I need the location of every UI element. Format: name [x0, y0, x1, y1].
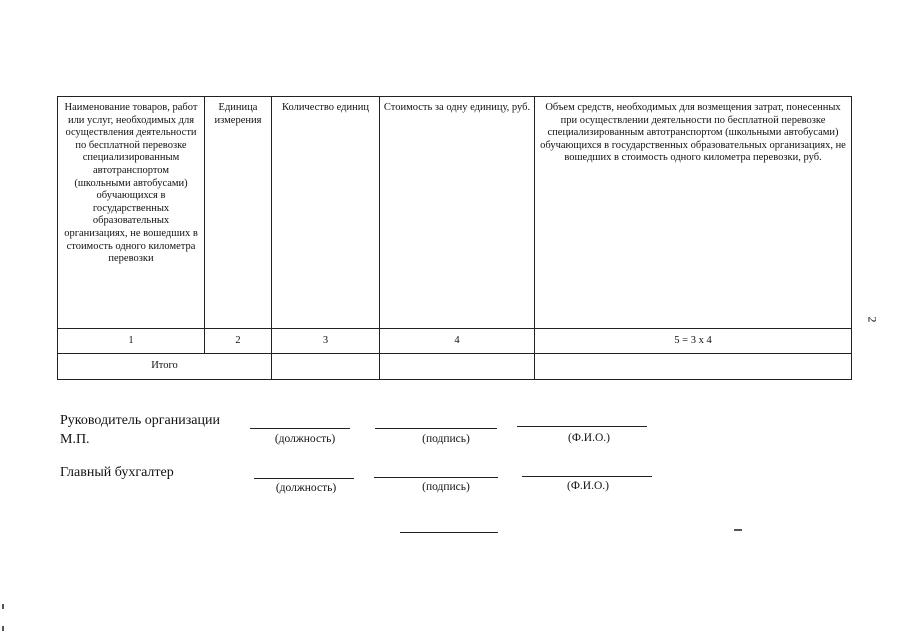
extra-blank-line	[400, 532, 498, 533]
accountant-signature-caption: (подпись)	[422, 481, 470, 493]
total-row	[58, 354, 852, 380]
head-position-caption: (должность)	[274, 433, 336, 445]
column-number-cell: 1	[58, 329, 205, 354]
head-signature-line	[375, 428, 497, 429]
column-number-row	[58, 329, 852, 354]
scan-mark	[734, 529, 742, 531]
header-cell-item-name: Наименование товаров, работ или услуг, необходимых для осуществления деятельности по бесплатной перевозке специализированным автотранспортом (школьными автобусами) обучающихся в государственных образовательных организациях, не вошедших в стоимость одного километра перевозки	[58, 97, 205, 329]
stamp-label: М.П.	[60, 432, 90, 447]
head-position-line	[250, 428, 350, 429]
scan-mark	[2, 626, 4, 631]
accountant-signature-line	[374, 477, 498, 478]
total-cell-unit-cost	[380, 354, 535, 380]
accountant-position-caption: (должность)	[275, 482, 337, 494]
page-number: 2	[865, 316, 880, 323]
head-of-organization-label: Руководитель организации	[60, 413, 220, 428]
accountant-position-line	[254, 478, 354, 479]
column-number-cell: 5 = 3 х 4	[535, 329, 852, 354]
header-cell-unit-cost: Стоимость за одну единицу, руб.	[380, 97, 535, 329]
total-cell-quantity	[272, 354, 380, 380]
header-cell-unit: Единица измерения	[205, 97, 272, 329]
expense-table	[57, 96, 852, 380]
chief-accountant-label: Главный бухгалтер	[60, 465, 174, 480]
total-label: Итого	[58, 354, 272, 380]
scan-mark	[2, 604, 4, 609]
column-number-cell: 4	[380, 329, 535, 354]
header-cell-quantity: Количество единиц	[272, 97, 380, 329]
column-number-cell: 2	[205, 329, 272, 354]
head-name-line	[517, 426, 647, 427]
accountant-name-caption: (Ф.И.О.)	[567, 480, 609, 492]
table-header-row	[58, 97, 852, 329]
header-cell-total-amount: Объем средств, необходимых для возмещения затрат, понесенных при осуществлении деятельности по бесплатной перевозке специализированным автотранспортом (школьными автобусами) обучающихся в государственных образовательных организациях, не вошедших в стоимость одного километра перевозки, руб.	[535, 97, 852, 329]
accountant-name-line	[522, 476, 652, 477]
column-number-cell: 3	[272, 329, 380, 354]
head-name-caption: (Ф.И.О.)	[568, 432, 610, 444]
head-signature-caption: (подпись)	[422, 433, 470, 445]
total-cell-amount	[535, 354, 852, 380]
